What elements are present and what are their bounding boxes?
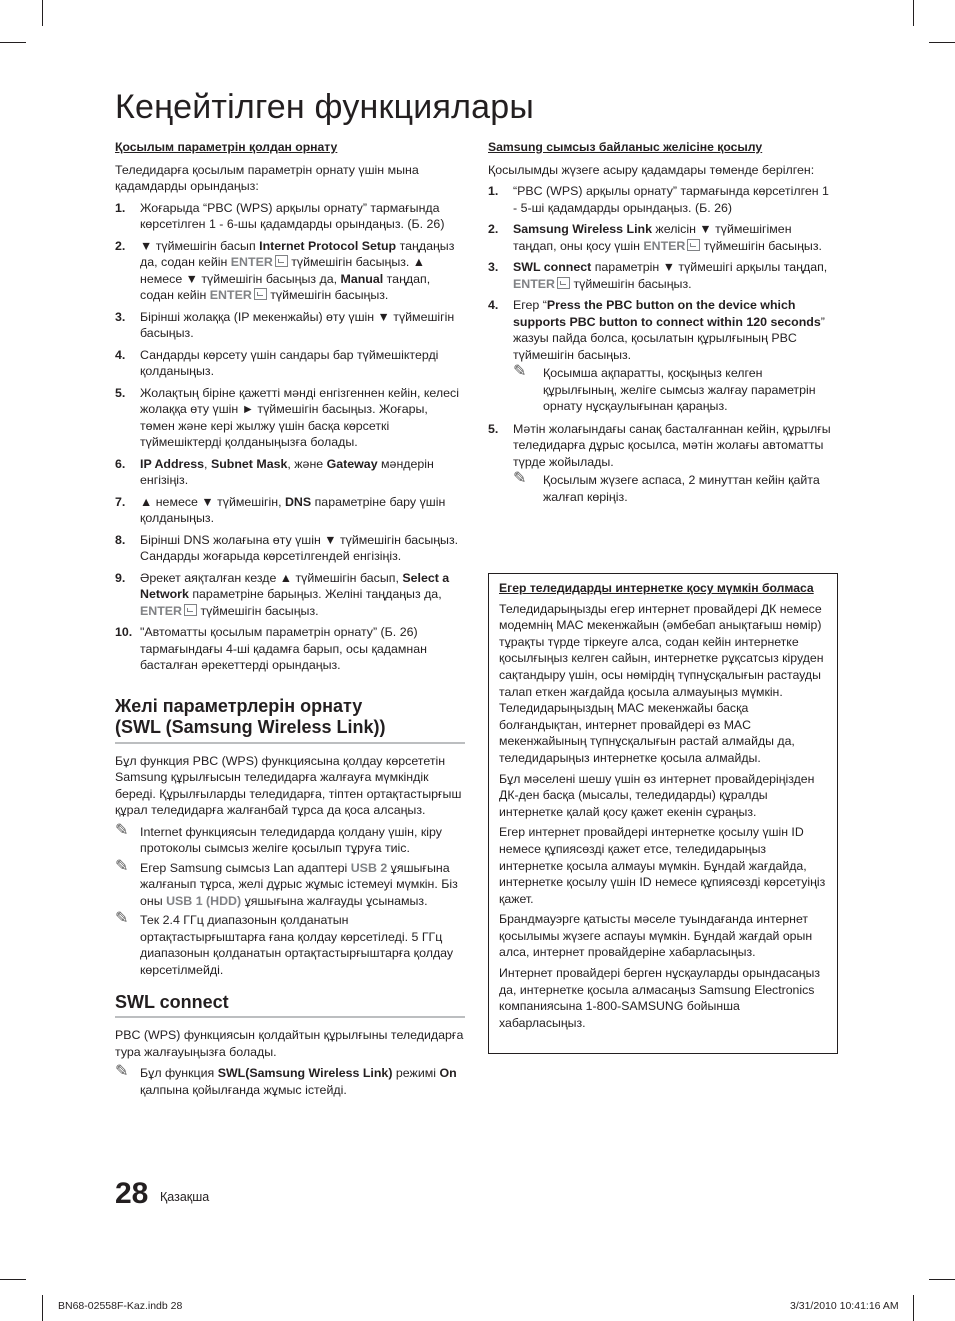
- crop-mark: [0, 1279, 26, 1280]
- note-pencil-icon: ✎: [115, 857, 129, 875]
- list-item: 10. "Автоматты қосылым параметрін орнату” (Б. 26) тармағындағы 4-ші қадамға барып, осы қадамнан басталған әрекеттерді орындаңыз.: [115, 625, 427, 672]
- crop-mark: [929, 42, 955, 43]
- manual-setup-subhead: Қосылым параметрін қолдан орнату: [115, 140, 338, 154]
- enter-icon: [254, 288, 267, 300]
- swl-connect-subhead: Samsung сымсыз байланыс желісіне қосылу: [488, 140, 763, 154]
- note: ✎ Internet функциясын теледидарда қолдану үшін, кіру протоколы сымсыз желіге қосылып тұруға тиіс.: [115, 821, 443, 855]
- troubleshooting-paragraph: Теледидарыңызды егер интернет провайдері ДК немесе модемнің MAC мекенжайын (әмбебап анықтағыш нөмір) тұрақты түрде тіркеуге алса, содан кейін интернетке қосылғыңыз келген сайын, интернетке рұқсатсыз кіруден сақтандыру үшін, осы нөмірдің түпнұсқалығын растауды талап еткен жағдайда қосыла алмауыңыз мүмкін. Теледидарыңыздың MAC мекенжайы басқа болғандықтан, интернет провайдері өз MAC мекенжайының түпнұсқалығын растай алмайды да, теледидарыңыз интернетке қосыла алмайды.: [499, 601, 824, 765]
- note-pencil-icon: ✎: [115, 821, 129, 839]
- list-item: 3. SWL connect параметрін ▼ түймешігі арқылы таңдап, ENTER түймешігін басыңыз.: [488, 260, 828, 291]
- note-pencil-icon: ✎: [513, 363, 527, 380]
- enter-icon: [557, 277, 570, 289]
- page-title: Кеңейтілген функциялары: [115, 88, 534, 126]
- list-item: 7. ▲ немесе ▼ түймешігін, DNS параметріне бару үшін қолданыңыз.: [115, 494, 446, 525]
- note: ✎ Бұл функция SWL(Samsung Wireless Link) режимі On қалпына қойылғанда жұмыс істейді.: [115, 1063, 457, 1097]
- list-item: 1. Жоғарыда “PBC (WPS) арқылы орнату” тармағында көрсетілген 1 - 6-шы қадамдарды орындаңыз. (Б. 26): [115, 200, 445, 231]
- note-pencil-icon: ✎: [115, 1063, 129, 1080]
- troubleshooting-paragraph: Брандмауэрге қатысты мәселе туындағанда интернет қосылымы жүзеге аспауы мүмкін. Бұндай жағдай орын алса, интернет провайдеріне хабарласыңыз.: [499, 912, 813, 960]
- list-item: 5. Жолақтың біріне қажетті мәнді енгізгеннен кейін, келесі жолаққа өту үшін ► түймешігін басыңыз. Жоғары, төмен және кері жылжу үшін басқа көрсеткі түймешіктерді қолданыңызға болады.: [115, 385, 459, 449]
- list-item: 2. ▼ түймешігін басып Internet Protocol Setup таңдаңыз да, содан кейін ENTER түймешігін басыңыз. ▲ немесе ▼ түймешігін басыңыз да, Manual таңдап, содан кейін ENTER түймешігін басыңыз.: [115, 238, 455, 302]
- right-column: [488, 139, 834, 511]
- list-item: 9. Әрекет аяқталған кезде ▲ түймешігін басып, Select a Network параметріне барыңыз. Желіні таңдаңыз да, ENTER түймешігін басыңыз.: [115, 570, 450, 618]
- list-item: 3. Бірінші жолаққа (IP мекенжайы) өту үшін ▼ түймешігін басыңыз.: [115, 309, 455, 340]
- swl-connect-intro: PBC (WPS) функциясын қолдайтын құрылғыны теледидарға тура жалғауыңызға болады.: [115, 1028, 464, 1059]
- language-label: Қазақша: [160, 1190, 210, 1204]
- swl-connect-steps-intro: Қосылымды жүзеге асыру қадамдары төменде берілген:: [488, 162, 815, 177]
- note: ✎ Қосымша ақпаратты, қосқыңыз келген құрылғының, желіге сымсыз жалғау параметрін орнату нұсқаулығынан қараңыз.: [513, 363, 816, 413]
- page-number: 28: [115, 1177, 149, 1210]
- troubleshooting-paragraph: Бұл мәселені шешу үшін өз интернет провайдеріңізден ДК-ден басқа (мысалы, теледидарды) құралды интернетке қалай қосу қажет екенін сұраңыз.: [499, 771, 815, 819]
- crop-mark: [913, 0, 914, 26]
- swl-connect-heading: SWL connect: [115, 992, 465, 1018]
- note: ✎ Егер Samsung сымсыз Lan адаптері USB 2 ұяшығына жалғанып тұрса, желі дұрыс жұмыс істемеуі мүмкін. Біз оны USB 1 (HDD) ұяшығына жалғауды ұсынамыз.: [115, 857, 458, 908]
- troubleshooting-paragraph: Интернет провайдері берген нұсқауларды орындасаңыз да, интернетке қосыла алмасаңыз Samsung Electronics компаниясына 1-800-SAMSUNG бойынша хабарласыңыз.: [499, 966, 820, 1030]
- list-item: 4. Егер “Press the PBC button on the device which supports PBC button to connect within 120 seconds” жазуы пайда болса, қосылатын құрылғының PBC түймешігін басыңыз.: [488, 298, 825, 362]
- footer-file-info: BN68-02558F-Kaz.indb 28: [58, 1300, 183, 1312]
- list-item: 2. Samsung Wireless Link желісін ▼ түймешігімен таңдап, оны қосу үшін ENTER түймешігін басыңыз.: [488, 222, 822, 253]
- enter-icon: [184, 604, 197, 616]
- troubleshooting-box: [488, 573, 838, 1054]
- manual-setup-intro: Теледидарға қосылым параметрін орнату үшін мына қадамдарды орындаңыз:: [115, 162, 419, 193]
- crop-mark: [929, 1279, 955, 1280]
- crop-mark: [42, 0, 43, 26]
- list-item: 5. Мәтін жолағындағы санақ басталғаннан кейін, құрылғы теледидарға дұрыс қосылса, мәтін жолағы автоматты түрде жойылады.: [488, 421, 831, 469]
- list-item: 4. Сандарды көрсету үшін сандары бар түймешіктерді қолданыңыз.: [115, 347, 439, 378]
- enter-icon: [687, 239, 700, 251]
- footer-timestamp: 3/31/2010 10:41:16 AM: [790, 1300, 899, 1312]
- note-pencil-icon: ✎: [115, 910, 129, 927]
- note: ✎ Тек 2.4 ГГц диапазонын қолданатын ортақтастырғыштарға ғана қолдау көрсетіледі. 5 ГГц диапазонын қолданатын ортақтастырғыштарға қолдау көрсетілмейді.: [115, 910, 454, 977]
- note: ✎ Қосылым жүзеге аспаса, 2 минуттан кейін қайта жалғап көріңіз.: [513, 470, 820, 504]
- list-item: 8. Бірінші DNS жолағына өту үшін ▼ түймешігін басыңыз. Сандарды жоғарыда көрсетілгендей енгізіңіз.: [115, 532, 459, 563]
- crop-mark: [913, 1295, 914, 1321]
- list-item: 1. “PBC (WPS) арқылы орнату” тармағында көрсетілген 1 - 5-ші қадамдарды орындаңыз. (Б. 26): [488, 184, 829, 215]
- enter-icon: [275, 255, 288, 267]
- left-column: [115, 139, 465, 1101]
- swl-section-heading: Желі параметрлерін орнату (SWL (Samsung Wireless Link)): [115, 696, 465, 744]
- troubleshooting-paragraph: Егер интернет провайдері интернетке қосылу үшін ID немесе құпиясөзді қажет етсе, теледидарыңыз интернетке қосыла алмауы мүмкін. Бұндай жағдайда, интернетке қосылу үшін ID немесе құпиясөзді көрсетуіңіз қажет.: [499, 825, 826, 906]
- troubleshooting-heading: Егер теледидарды интернетке қосу мүмкін болмаса: [499, 581, 814, 595]
- swl-intro: Бұл функция PBC (WPS) функциясына қолдау көрсететін Samsung құрылғысын теледидарға жалғауға мүмкіндік береді. Құрылғыларды теледидарға, тіптен ортақтастырғыш құрал теледидарға жалғанбай тұрса да қоса алсаңыз.: [115, 753, 462, 817]
- crop-mark: [0, 42, 26, 43]
- note-pencil-icon: ✎: [513, 470, 527, 487]
- crop-mark: [42, 1295, 43, 1321]
- list-item: 6. IP Address, Subnet Mask, және Gateway мәндерін енгізіңіз.: [115, 456, 434, 487]
